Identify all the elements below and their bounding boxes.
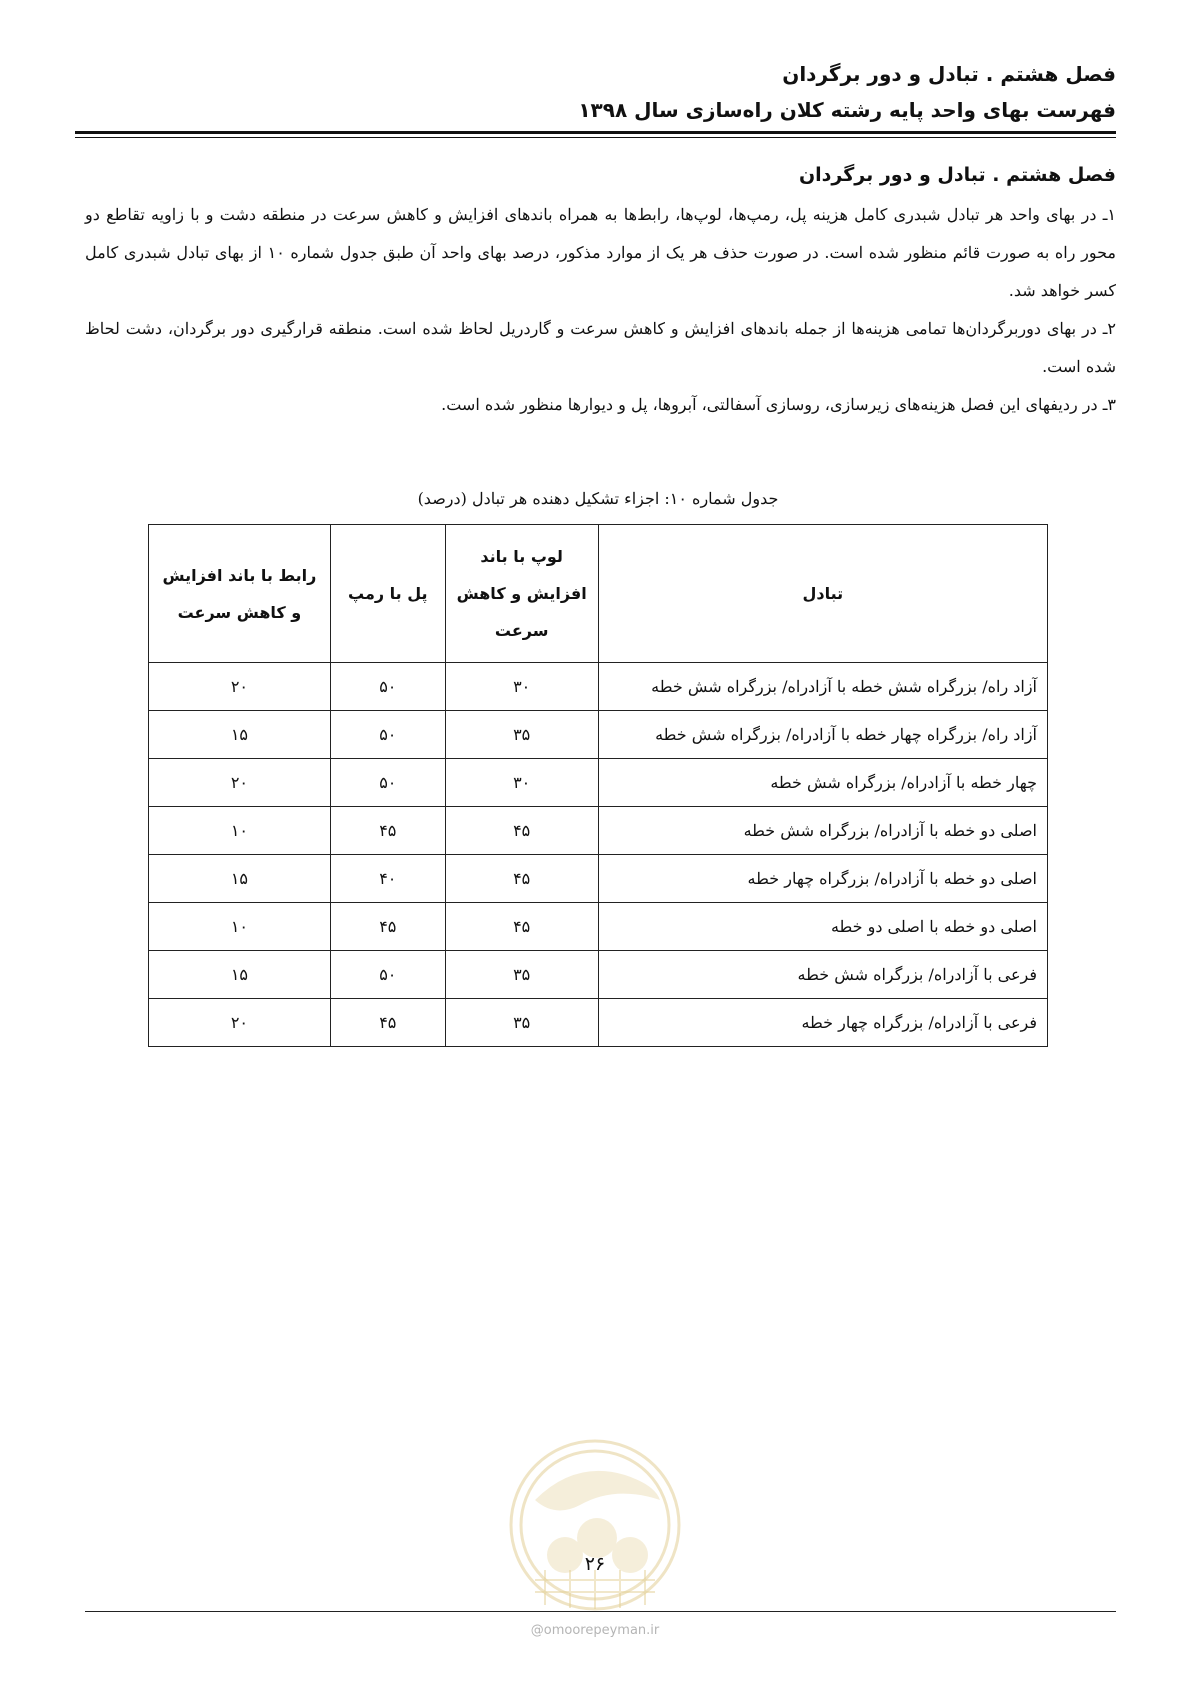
cell-bridge-ramp: ۵۰: [330, 711, 445, 759]
cell-loop: ۳۵: [445, 999, 598, 1047]
table-row: [149, 663, 1048, 711]
cell-connector: ۲۰: [149, 999, 331, 1047]
paragraph-1: ۱ـ در بهای واحد هر تبادل شبدری کامل هزینه پل، رمپ‌ها، لوپ‌ها، رابط‌ها به همراه باندهای افزایش و کاهش سرعت در منطقه دشت و با زاویه تقاطع دو محور راه به صورت قائم منظور شده است. در صورت حذف هر یک از موارد مذکور، درصد بهای واحد آن طبق جدول شماره ۱۰ از بهای تبادل شبدری کامل کسر خواهد شد.: [85, 205, 1117, 300]
table-caption: جدول شماره ۱۰: اجزاء تشکیل دهنده هر تبادل (درصد): [417, 489, 779, 508]
header-connector: رابط با باند افزایش و کاهش سرعت: [149, 525, 331, 663]
cell-connector: ۱۰: [149, 807, 331, 855]
table-row: [149, 711, 1048, 759]
cell-connector: ۱۵: [149, 711, 331, 759]
website-watermark: @omoorepeyman.ir: [530, 1623, 660, 1638]
page-number: ۲۶: [584, 1553, 606, 1575]
cell-loop: ۴۵: [445, 903, 598, 951]
running-header-title: فهرست بهای واحد پایه رشته کلان راه‌سازی سال ۱۳۹۸: [578, 98, 1116, 122]
table-row: [149, 855, 1048, 903]
table-row: [149, 951, 1048, 999]
cell-loop: ۳۵: [445, 711, 598, 759]
cell-interchange: آزاد راه/ بزرگراه شش خطه با آزادراه/ بزرگراه شش خطه: [598, 663, 1047, 711]
cell-bridge-ramp: ۴۵: [330, 807, 445, 855]
cell-interchange: فرعی با آزادراه/ بزرگراه شش خطه: [598, 951, 1047, 999]
paragraph-3: ۳ـ در ردیفهای این فصل هزینه‌های زیرسازی، روسازی آسفالتی، آبروها، پل و دیوارها منظور شده است.: [441, 395, 1116, 414]
table-row: [149, 999, 1048, 1047]
cell-connector: ۱۵: [149, 855, 331, 903]
cell-bridge-ramp: ۵۰: [330, 951, 445, 999]
cell-bridge-ramp: ۵۰: [330, 759, 445, 807]
cell-interchange: چهار خطه با آزادراه/ بزرگراه شش خطه: [598, 759, 1047, 807]
header-interchange: تبادل: [598, 525, 1047, 663]
cell-bridge-ramp: ۴۵: [330, 903, 445, 951]
cell-interchange: اصلی دو خطه با آزادراه/ بزرگراه شش خطه: [598, 807, 1047, 855]
cell-loop: ۳۰: [445, 759, 598, 807]
header-rule-thin: [75, 137, 1116, 138]
cell-loop: ۳۵: [445, 951, 598, 999]
interchange-components-table: [148, 524, 1048, 1047]
header-loop: لوپ با باند افزایش و کاهش سرعت: [445, 525, 598, 663]
cell-interchange: اصلی دو خطه با آزادراه/ بزرگراه چهار خطه: [598, 855, 1047, 903]
cell-bridge-ramp: ۵۰: [330, 663, 445, 711]
cell-connector: ۱۰: [149, 903, 331, 951]
cell-bridge-ramp: ۴۰: [330, 855, 445, 903]
footer-rule: [85, 1611, 1116, 1612]
cell-loop: ۴۵: [445, 855, 598, 903]
cell-loop: ۳۰: [445, 663, 598, 711]
table-row: [149, 759, 1048, 807]
cell-loop: ۴۵: [445, 807, 598, 855]
cell-interchange: آزاد راه/ بزرگراه چهار خطه با آزادراه/ بزرگراه شش خطه: [598, 711, 1047, 759]
section-title: فصل هشتم . تبادل و دور برگردان: [798, 164, 1116, 186]
cell-interchange: فرعی با آزادراه/ بزرگراه چهار خطه: [598, 999, 1047, 1047]
cell-interchange: اصلی دو خطه با اصلی دو خطه: [598, 903, 1047, 951]
table-row: [149, 903, 1048, 951]
cell-connector: ۲۰: [149, 759, 331, 807]
table-row: [149, 807, 1048, 855]
running-header-chapter: فصل هشتم . تبادل و دور برگردان: [782, 62, 1116, 86]
cell-connector: ۱۵: [149, 951, 331, 999]
header-rule-thick: [75, 131, 1116, 134]
cell-connector: ۲۰: [149, 663, 331, 711]
paragraph-2: ۲ـ در بهای دوربرگردان‌ها تمامی هزینه‌ها از جمله باندهای افزایش و کاهش سرعت و گاردریل لحاظ شده است. منطقه قرارگیری دور برگردان، دشت لحاظ شده است.: [85, 319, 1116, 376]
cell-bridge-ramp: ۴۵: [330, 999, 445, 1047]
table-header-row: [149, 525, 1048, 663]
section-body: [85, 164, 1116, 424]
header-bridge-ramp: پل با رمپ: [330, 525, 445, 663]
watermark-logo-icon: [505, 1430, 685, 1630]
